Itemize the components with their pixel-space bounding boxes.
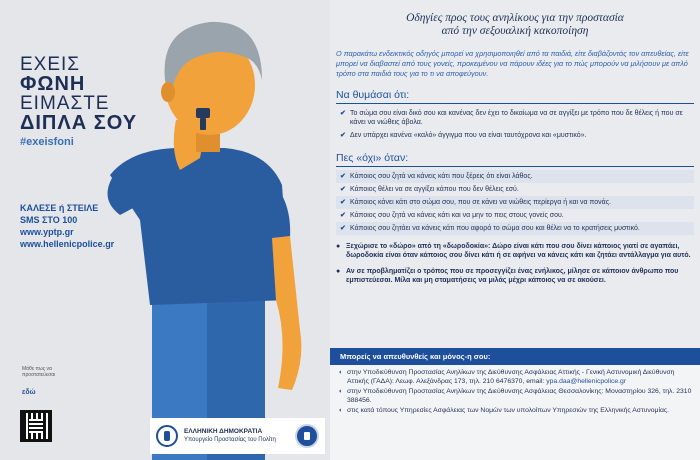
slogan-line-4: ΔΙΠΛΑ ΣΟΥ [20, 112, 138, 134]
contact-item-thessaloniki [338, 388, 692, 405]
campaign-slogan [20, 55, 137, 148]
sms-label: SMS ΣΤΟ 100 [20, 215, 78, 225]
note-text: Αν σε προβληματίζει ο τρόπος που σε προσεγγίζει ένας ενήλικος, μίλησε σε κάποιον άνθρωπο που εμπιστεύεσαι. Μίλα και μη σταματήσεις να μιλάς μέχρι κάποιος να σε ακούσει. [346, 268, 679, 284]
list-item-text: Το σώμα σου είναι δικό σου και κανένας δεν έχει το δικαίωμα να σε αγγίξει με τρόπο που δε θέλεις ή που σε κάνει να νιώθεις άβολα. [350, 110, 683, 126]
title-line-1: Οδηγίες προς τους ανηλίκους για την προστασία [406, 12, 624, 24]
page-title [336, 12, 694, 38]
hashtag[interactable]: #exeisfoni [20, 136, 74, 148]
slogan-line-3: ΕΙΜΑΣΤΕ [20, 93, 110, 114]
contact-list [330, 365, 700, 418]
check-icon: ✔ [340, 132, 346, 139]
trusted-adult-note [336, 267, 694, 285]
list-item-text: Κάποιος σου ζητά να κάνεις κάτι που ξέρεις ότι είναι λάθος. [350, 173, 533, 180]
ministry-subtitle: Υπουργείο Προστασίας του Πολίτη [184, 437, 276, 443]
contact-item-text: στις κατά τόπους Υπηρεσίες Ασφάλειας των Νομών των υπολοίπων Υπηρεσιών της Ελληνικής Αστυνομίας. [347, 407, 670, 414]
remember-heading: Να θυμάσαι ότι: [336, 89, 410, 101]
qr-code[interactable] [20, 410, 52, 442]
email-link[interactable]: ypa.daa@hellenicpolice.gr [546, 377, 627, 385]
bullet-icon: ● [336, 243, 341, 250]
divider [336, 166, 694, 167]
remember-list [336, 107, 694, 142]
greek-emblem-icon [156, 425, 178, 447]
list-item-text: Κάποιος κάνει κάτι στο σώμα σου, που σε κάνει να νιώθεις περίεργα ή και να πονάς. [350, 199, 612, 206]
contact-item-text [347, 369, 692, 386]
check-icon: ✔ [340, 173, 346, 180]
list-item [336, 107, 694, 129]
helpline-contact [20, 202, 114, 250]
list-item [336, 129, 694, 142]
divider [336, 103, 694, 104]
title-line-2: από την σεξουαλική κακοποίηση [441, 25, 589, 37]
contact-attica-text: στην Υποδιεύθυνση Προστασίας Ανηλίκων της Διεύθυνσης Ασφάλειας Αττικής - Γενική Αστυνομική Διεύθυνση Αττικής (ΓΑΔΑ): Λεωφ. Αλεξάνδρας 173, τηλ. 210 6476370, email: [347, 369, 675, 385]
check-icon: ✔ [340, 110, 346, 117]
contact-item-text: στην Υποδιεύθυνση Προστασίας Ανηλίκων της Διεύθυνσης Ασφάλειας Θεσσαλονίκης: Μοναστηρίου 326, τηλ. 2310 388456. [347, 388, 692, 404]
slogan-line-2: ΦΩΝΗ [20, 73, 86, 95]
site-link-yptp[interactable]: www.yptp.gr [20, 227, 74, 237]
check-icon: ✔ [340, 212, 346, 219]
phone-icon: ◖ [338, 388, 343, 395]
check-icon: ✔ [340, 225, 346, 232]
call-label: ΚΑΛΕΣΕ ή ΣΤΕΙΛΕ [20, 203, 99, 213]
note-text: Ξεχώρισε το «δώρο» από τη «δωροδοκία»: Δώρο είναι κάτι που σου δίνει κάποιος γιατί σε αγαπάει, δωροδοκία είναι όταν κάποιος σου δίνει κάτι ή σε αφήνει να κάνεις κάτι και ζητάει αντάλλαγμα για αυτό. [346, 243, 691, 259]
say-no-list [336, 170, 694, 235]
list-item-text: Κάποιος σου ζητάει να κάνεις κάτι που αφορά το σώμα σου και θέλει να το κρατήσεις μυστικό. [350, 225, 640, 232]
phone-icon: ◖ [338, 369, 343, 376]
list-item [336, 183, 694, 196]
qr-caption: Μάθε πως να προστατεύεσαι [22, 366, 56, 378]
contact-item-attica [338, 369, 692, 386]
list-item-text: Δεν υπάρχει κανένα «καλό» άγγιγμα που να είναι ταυτόχρονα και «μυστικό». [350, 132, 587, 139]
qr-link[interactable]: εδώ [22, 389, 36, 396]
list-item [336, 196, 694, 209]
list-item-text: Κάποιος θέλει να σε αγγίξει κάπου που δεν θέλεις εσύ. [350, 186, 519, 193]
contact-item-local [338, 407, 692, 416]
phone-icon: ◖ [338, 407, 343, 414]
intro-text: Ο παρακάτω ενδεικτικός οδηγός μπορεί να χρησιμοποιηθεί από τα παιδιά, είτε διαβάζοντάς τον απευθείας, είτε μπορεί να διαβαστεί από τους γονείς, προκειμένου να πάρουν ιδέες για το πώς μπορούν να μιλήσουν με απλό τρόπο στα παιδιά τους για το τι να αποφεύγουν. [336, 49, 689, 78]
slogan-line-1: ΕΧΕΙΣ [20, 54, 81, 75]
site-link-police[interactable]: www.hellenicpolice.gr [20, 239, 115, 249]
list-item [336, 209, 694, 222]
logos-bar [150, 418, 325, 454]
list-item-text: Κάποιος σου ζητά να κάνεις κάτι και να μην το πεις στους γονείς σου. [350, 212, 564, 219]
bullet-icon: ● [336, 268, 341, 275]
list-item [336, 170, 694, 183]
police-badge-icon [295, 424, 319, 448]
contact-box-heading: Μπορείς να απευθυνθείς και μόνος-η σου: [330, 348, 700, 365]
ministry-logo [184, 428, 289, 444]
gift-bribe-note [336, 242, 694, 260]
ministry-name: ΕΛΛΗΝΙΚΗ ΔΗΜΟΚΡΑΤΙΑ [184, 428, 263, 435]
check-icon: ✔ [340, 186, 346, 193]
left-panel [0, 0, 330, 460]
contact-box [330, 348, 700, 460]
say-no-heading: Πες «όχι» όταν: [336, 152, 409, 164]
list-item [336, 222, 694, 235]
check-icon: ✔ [340, 199, 346, 206]
